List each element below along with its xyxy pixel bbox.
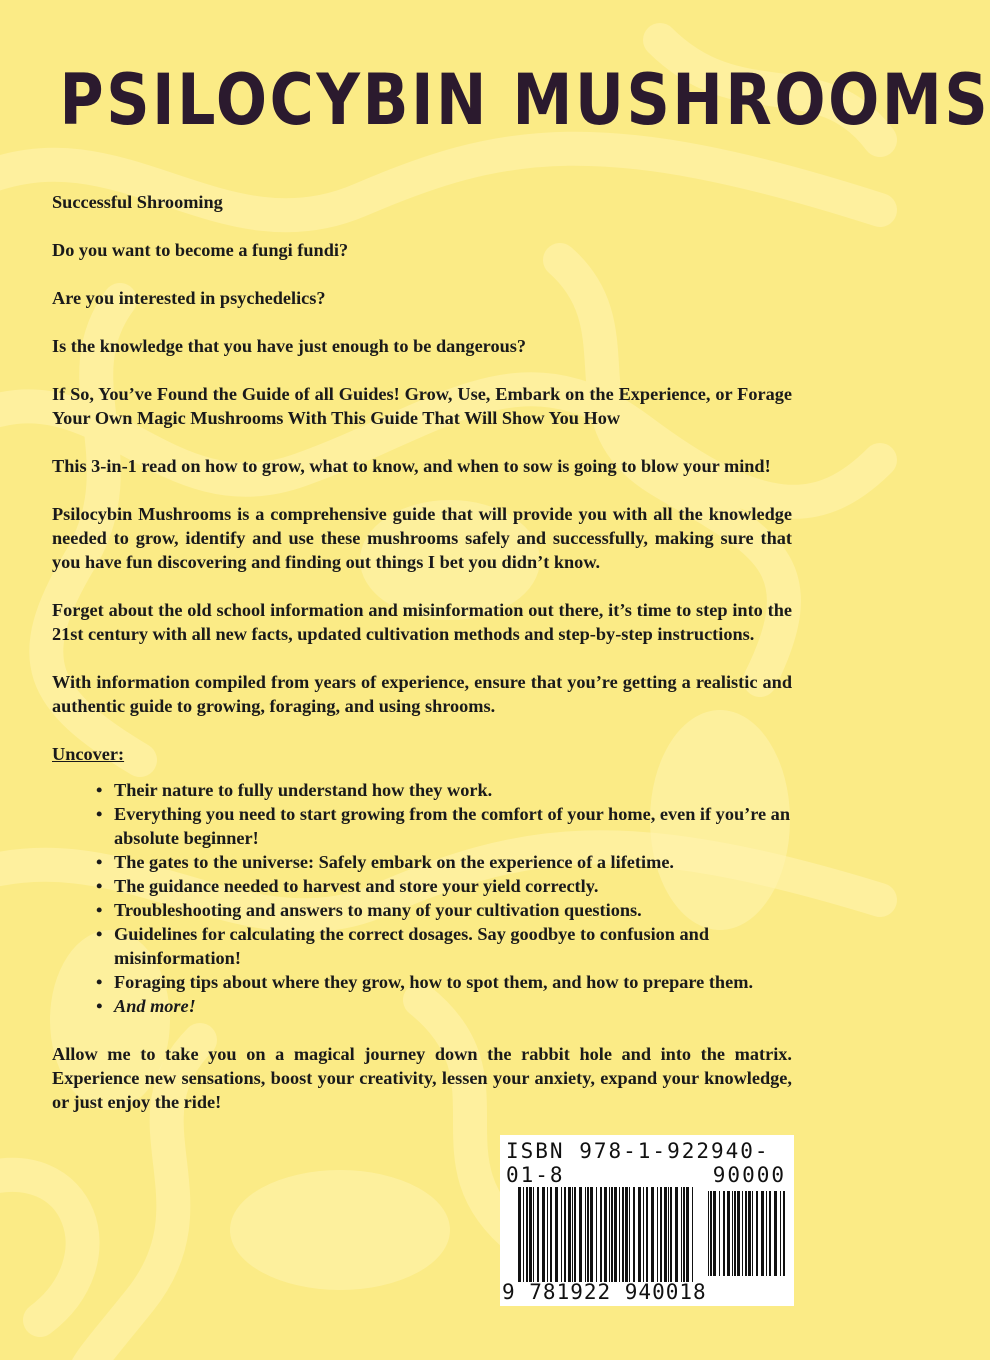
barcode-bars	[518, 1187, 698, 1282]
barcode-bar	[537, 1187, 539, 1282]
barcode-bar	[547, 1187, 548, 1282]
barcode-bar	[587, 1187, 589, 1282]
barcode-bar	[748, 1191, 751, 1276]
barcode-bar	[604, 1187, 607, 1282]
barcode-bar	[529, 1187, 532, 1282]
hook-paragraph: If So, You’ve Found the Guide of all Guides! Grow, Use, Embark on the Experience, or Forage Your Own Magic Mushrooms With This Guide That Will Show You How	[52, 384, 792, 428]
barcode-bar	[727, 1191, 730, 1276]
question-2: Are you interested in psychedelics?	[52, 288, 326, 308]
barcode-bar	[683, 1187, 685, 1282]
barcode-bar	[681, 1187, 682, 1282]
barcode-bar	[622, 1187, 624, 1282]
barcode-bar	[643, 1187, 644, 1282]
barcode-bar	[686, 1187, 689, 1282]
list-item: • The gates to the universe: Safely embark on the experience of a lifetime.	[112, 850, 792, 874]
uncover-heading: Uncover:	[52, 744, 125, 764]
list-item: • Everything you need to start growing from the comfort of your home, even if you’re an absolute beginner!	[112, 802, 792, 850]
ean-digits: 9 781922 940018	[502, 1280, 707, 1304]
barcode-bar	[723, 1191, 725, 1276]
barcode-bar	[518, 1187, 521, 1282]
barcode-bar	[675, 1187, 678, 1282]
barcode-bar	[660, 1187, 662, 1282]
barcode-bar	[542, 1187, 545, 1282]
barcode-bar	[710, 1191, 712, 1276]
barcode-bar	[657, 1187, 658, 1282]
book-title: PSILOCYBIN MUSHROOMS	[59, 59, 990, 141]
barcode-bar	[745, 1191, 747, 1276]
barcode-bar	[625, 1187, 628, 1282]
barcode-bar	[611, 1187, 613, 1282]
barcode-bar	[780, 1191, 781, 1276]
barcode-bar	[585, 1187, 586, 1282]
feature-list	[52, 778, 792, 1018]
barcode-bar	[629, 1187, 630, 1282]
barcode-bar	[646, 1187, 648, 1282]
barcode-bar	[564, 1187, 566, 1282]
barcode-bar	[574, 1187, 576, 1282]
tagline: Successful Shrooming	[52, 192, 223, 212]
barcode-bar	[670, 1187, 672, 1282]
barcode-bar	[600, 1187, 602, 1282]
barcode-bar	[708, 1191, 709, 1276]
barcode-bar	[664, 1187, 667, 1282]
barcode-bar	[596, 1187, 597, 1282]
barcode-bar	[614, 1187, 617, 1282]
barcode-bar	[550, 1187, 552, 1282]
closing-paragraph: Allow me to take you on a magical journey down the rabbit hole and into the matrix. Experience new sensations, boost your creativity, lessen your anxiety, expand your knowledge, or just enjoy the ride!	[52, 1044, 792, 1112]
barcode-bar	[742, 1191, 743, 1276]
barcode-bar	[756, 1191, 758, 1276]
paragraph-3in1: This 3-in-1 read on how to grow, what to know, and when to sow is going to blow your mind!	[52, 456, 771, 476]
list-item: • Foraging tips about where they grow, how to spot them, and how to prepare them.	[112, 970, 792, 994]
barcode-bar	[561, 1187, 562, 1282]
barcode-bar	[533, 1187, 534, 1282]
barcode-bar	[769, 1191, 771, 1276]
barcode-bar	[619, 1187, 620, 1282]
paragraph-forget: Forget about the old school information and misinformation out there, it’s time to step into the 21st century with all new facts, updated cultivation methods and step-by-step instructions.	[52, 600, 792, 644]
barcode-bar	[633, 1187, 635, 1282]
barcode-bar	[713, 1191, 716, 1276]
barcode-bar	[732, 1191, 733, 1276]
barcode-bar	[734, 1191, 736, 1276]
question-1: Do you want to become a fungi fundi?	[52, 240, 349, 260]
barcode-bar	[555, 1187, 558, 1282]
barcode-bar	[692, 1187, 693, 1282]
barcode-bar	[766, 1191, 767, 1276]
addon-barcode-bars	[708, 1191, 786, 1276]
paragraph-description: Psilocybin Mushrooms is a comprehensive guide that will provide you with all the knowledge needed to grow, identify and use these mushrooms safely and successfully, making sure that you have fun discovering and finding out things I bet you didn’t know.	[52, 504, 792, 572]
barcode-bar	[752, 1191, 753, 1276]
barcode-bar	[523, 1187, 524, 1282]
barcode-bar	[579, 1187, 582, 1282]
list-item: • Troubleshooting and answers to many of your cultivation questions.	[112, 898, 792, 922]
barcode-bar	[572, 1187, 573, 1282]
barcode-bar	[638, 1187, 641, 1282]
barcode-bar	[526, 1187, 528, 1282]
price-code: 90000	[712, 1163, 786, 1187]
barcode-bar	[774, 1191, 777, 1276]
list-item: • Guidelines for calculating the correct dosages. Say goodbye to confusion and misinformation!	[112, 922, 792, 970]
barcode-bar	[651, 1187, 654, 1282]
list-item: • Their nature to fully understand how they work.	[112, 778, 792, 802]
list-item: • The guidance needed to harvest and store your yield correctly.	[112, 874, 792, 898]
barcode-bar	[568, 1187, 571, 1282]
barcode-bar	[668, 1187, 669, 1282]
isbn-label: ISBN 978-1-922940-01-8	[506, 1139, 770, 1187]
barcode-bar	[783, 1191, 785, 1276]
paragraph-experience: With information compiled from years of experience, ensure that you’re getting a realistic and authentic guide to growing, foraging, and using shrooms.	[52, 672, 792, 716]
barcode-bar	[609, 1187, 610, 1282]
isbn-barcode	[500, 1135, 794, 1306]
barcode-bar	[590, 1187, 593, 1282]
back-cover-text	[52, 190, 792, 1138]
list-item: • And more!	[112, 994, 792, 1018]
question-3: Is the knowledge that you have just enough to be dangerous?	[52, 336, 527, 356]
barcode-bar	[737, 1191, 740, 1276]
barcode-bar	[719, 1191, 720, 1276]
barcode-bar	[761, 1191, 764, 1276]
